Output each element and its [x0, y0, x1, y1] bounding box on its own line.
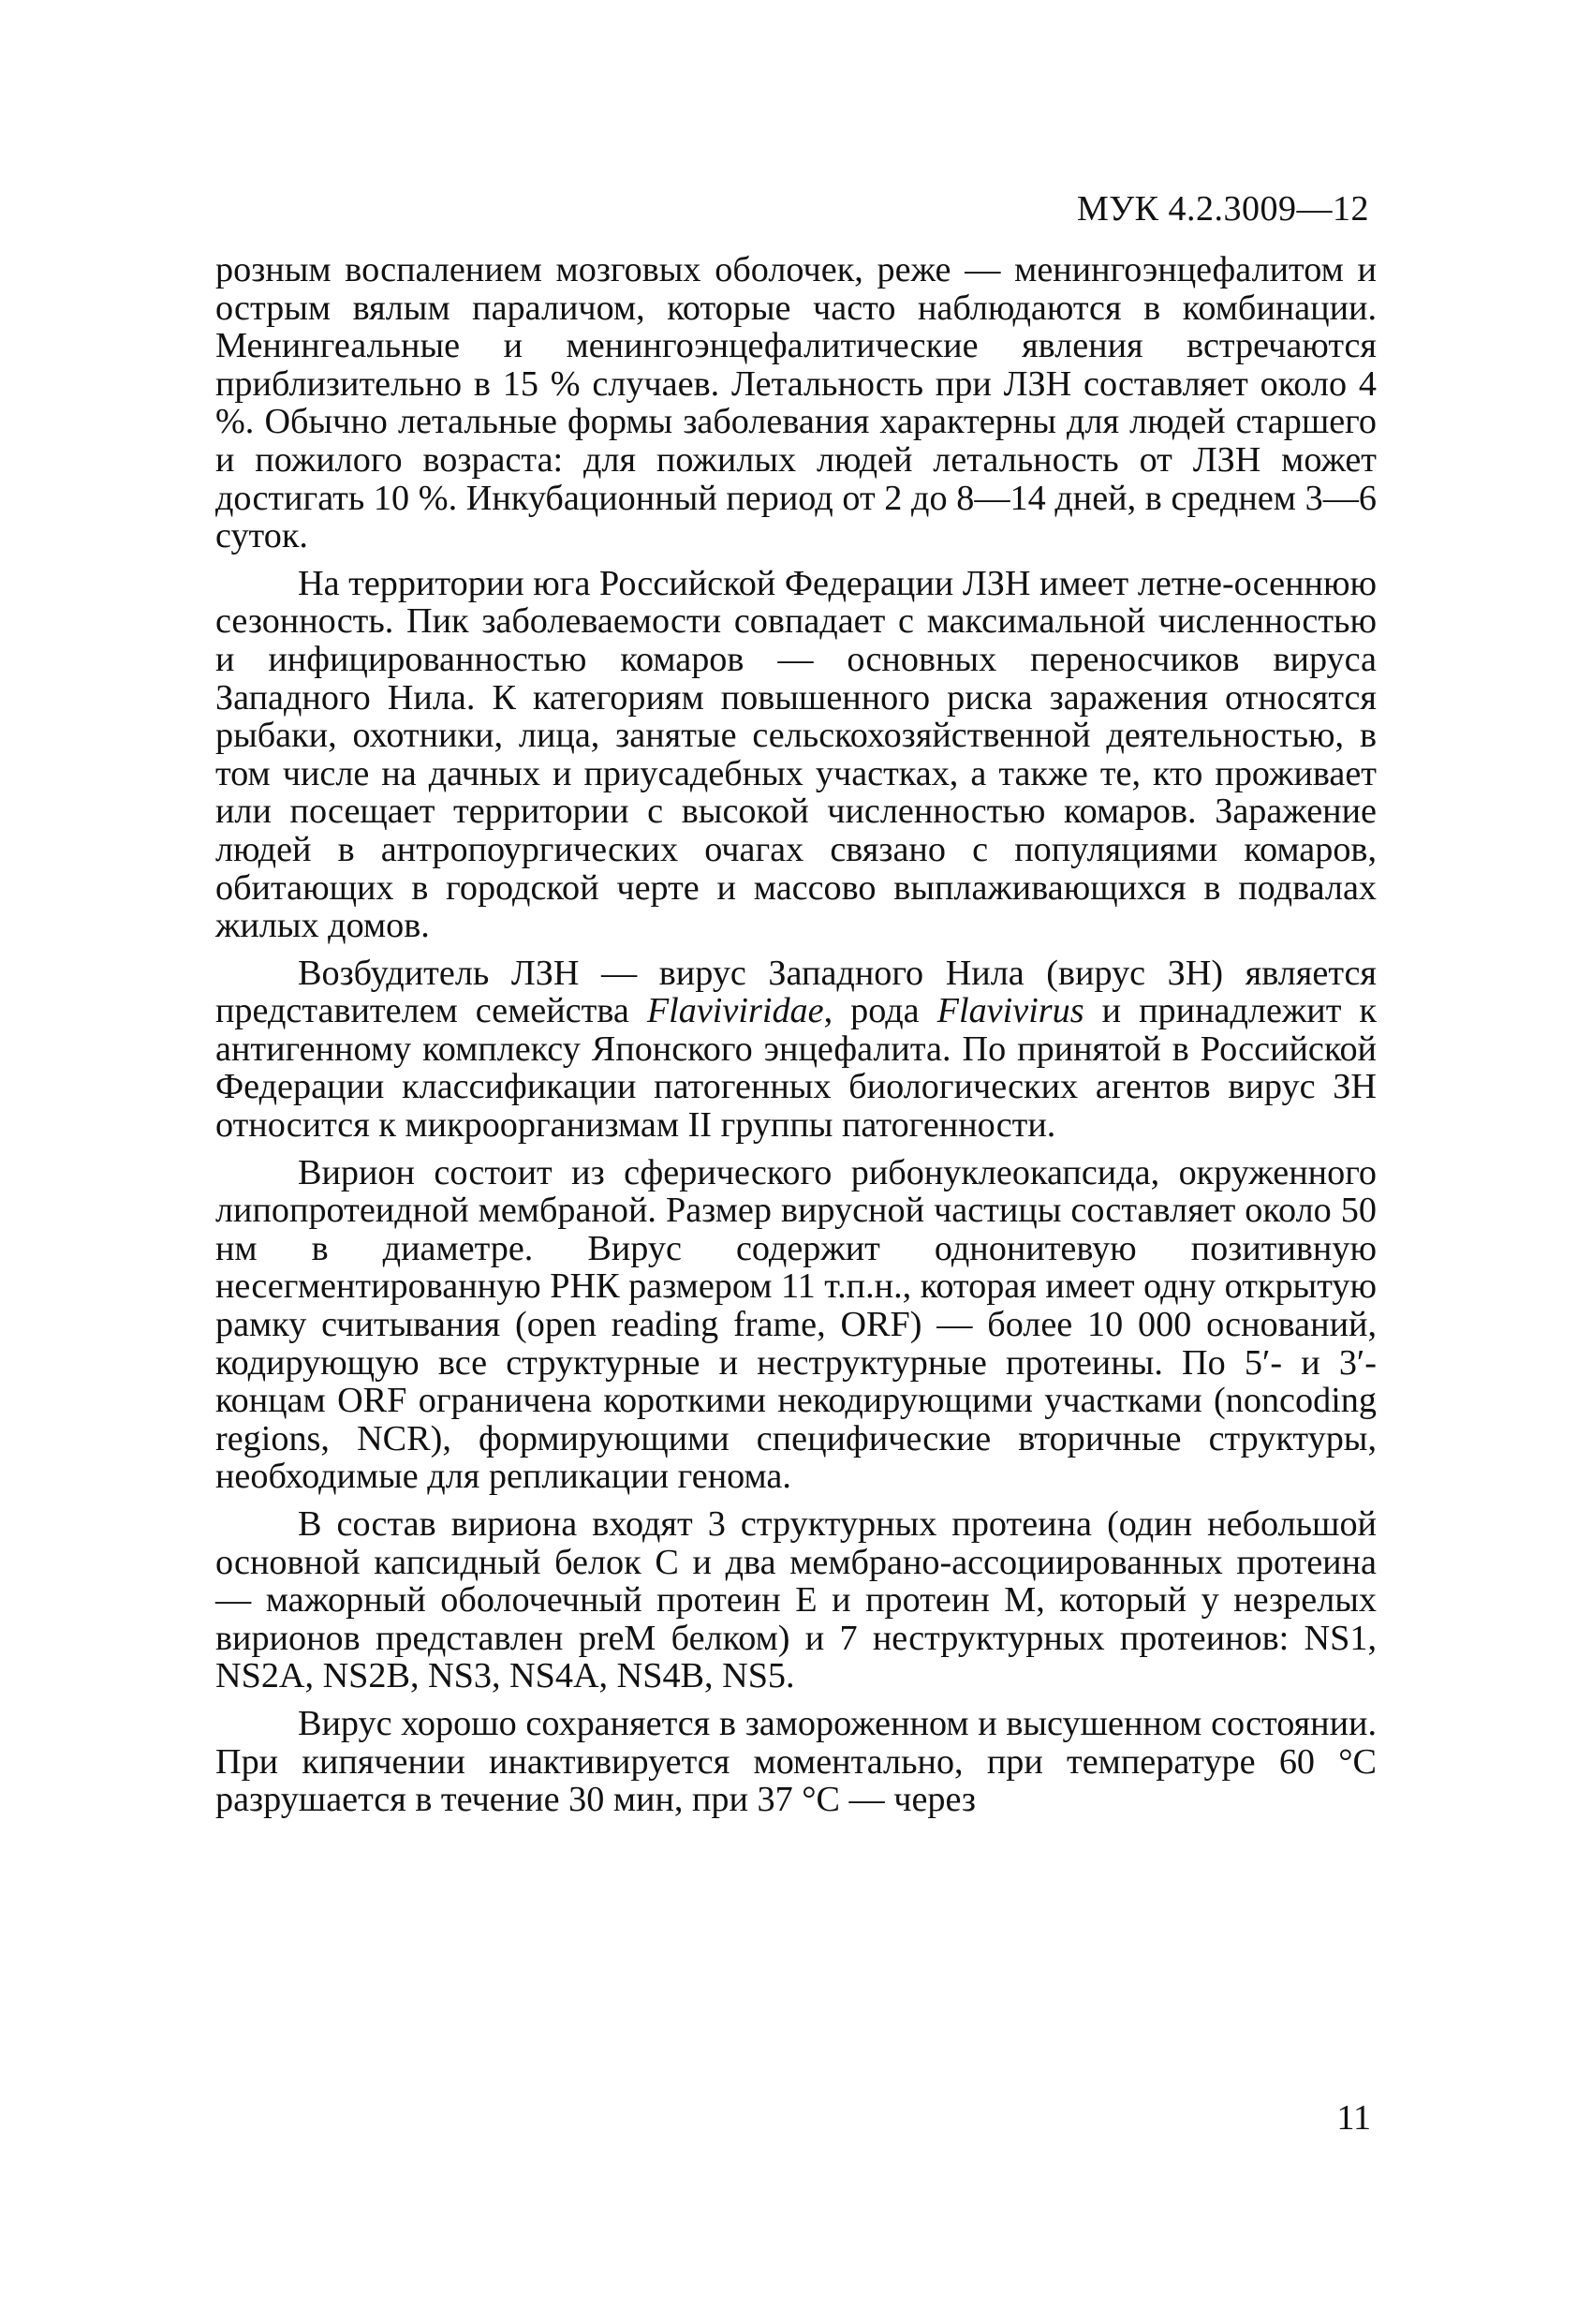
body-text	[215, 251, 1377, 1819]
paragraph: розным воспалением мозговых оболочек, реже — менингоэнцефалитом и острым вялым параличом, которые часто наблюдаются в комбинации. Менингеальные и менингоэнцефалитические явления встречаются приблизительно в 15 % случаев. Летальность при ЛЗН составляет около 4 %. Обычно летальные формы заболевания характерны для людей старшего и пожилого возраста: для пожилых людей летальность от ЛЗН может достигать 10 %. Инкубационный период от 2 до 8—14 дней, в среднем 3—6 суток.	[215, 250, 1377, 556]
page-number: 11	[1336, 2098, 1371, 2138]
paragraph: В состав вириона входят 3 структурных протеина (один небольшой основной капсидный белок C и два мембрано-ассоциированных протеина — мажорный оболочечный протеин E и протеин M, который у незрелых вирионов представлен preM белком) и 7 неструктурных протеинов: NS1, NS2A, NS2B, NS3, NS4A, NS4B, NS5.	[215, 1504, 1377, 1696]
paragraph: Вирус хорошо сохраняется в замороженном и высушенном состоянии. При кипячении инактивируется моментально, при температуре 60 °C разрушается в течение 30 мин, при 37 °C — через	[215, 1703, 1377, 1820]
paragraph: На территории юга Российской Федерации ЛЗН имеет летне-осеннюю сезонность. Пик заболеваемости совпадает с максимальной численностью и инфицированностью комаров — основных переносчиков вируса Западного Нила. К категориям повышенного риска заражения относятся рыбаки, охотники, лица, занятые сельскохозяйственной деятельностью, в том числе на дачных и приусадебных участках, а также те, кто проживает или посещает территории с высокой численностью комаров. Заражение людей в антропоургических очагах связано с популяциями комаров, обитающих в городской черте и массово выплаживающихся в подвалах жилых домов.	[215, 563, 1377, 946]
paragraph: Возбудитель ЛЗН — вирус Западного Нила (вирус ЗН) является представителем семейства Flaviviridae, рода Flavivirus и принадлежит к антигенному комплексу Японского энцефалита. По принятой в Российской Федерации классификации патогенных биологических агентов вирус ЗН относится к микроорганизмам II группы патогенности.	[215, 953, 1377, 1146]
paragraph: Вирион состоит из сферического рибонуклеокапсида, окруженного липопротеидной мембраной. Размер вирусной частицы составляет около 50 нм в диаметре. Вирус содержит однонитевую позитивную несегментированную РНК размером 11 т.п.н., которая имеет одну открытую рамку считывания (open reading frame, ORF) — более 10 000 оснований, кодирующую все структурные и неструктурные протеины. По 5′- и 3′-концам ORF ограничена короткими некодирующими участками (noncoding regions, NCR), формирующими специфические вторичные структуры, необходимые для репликации генома.	[215, 1152, 1377, 1497]
running-header: МУК 4.2.3009—12	[1076, 189, 1369, 229]
